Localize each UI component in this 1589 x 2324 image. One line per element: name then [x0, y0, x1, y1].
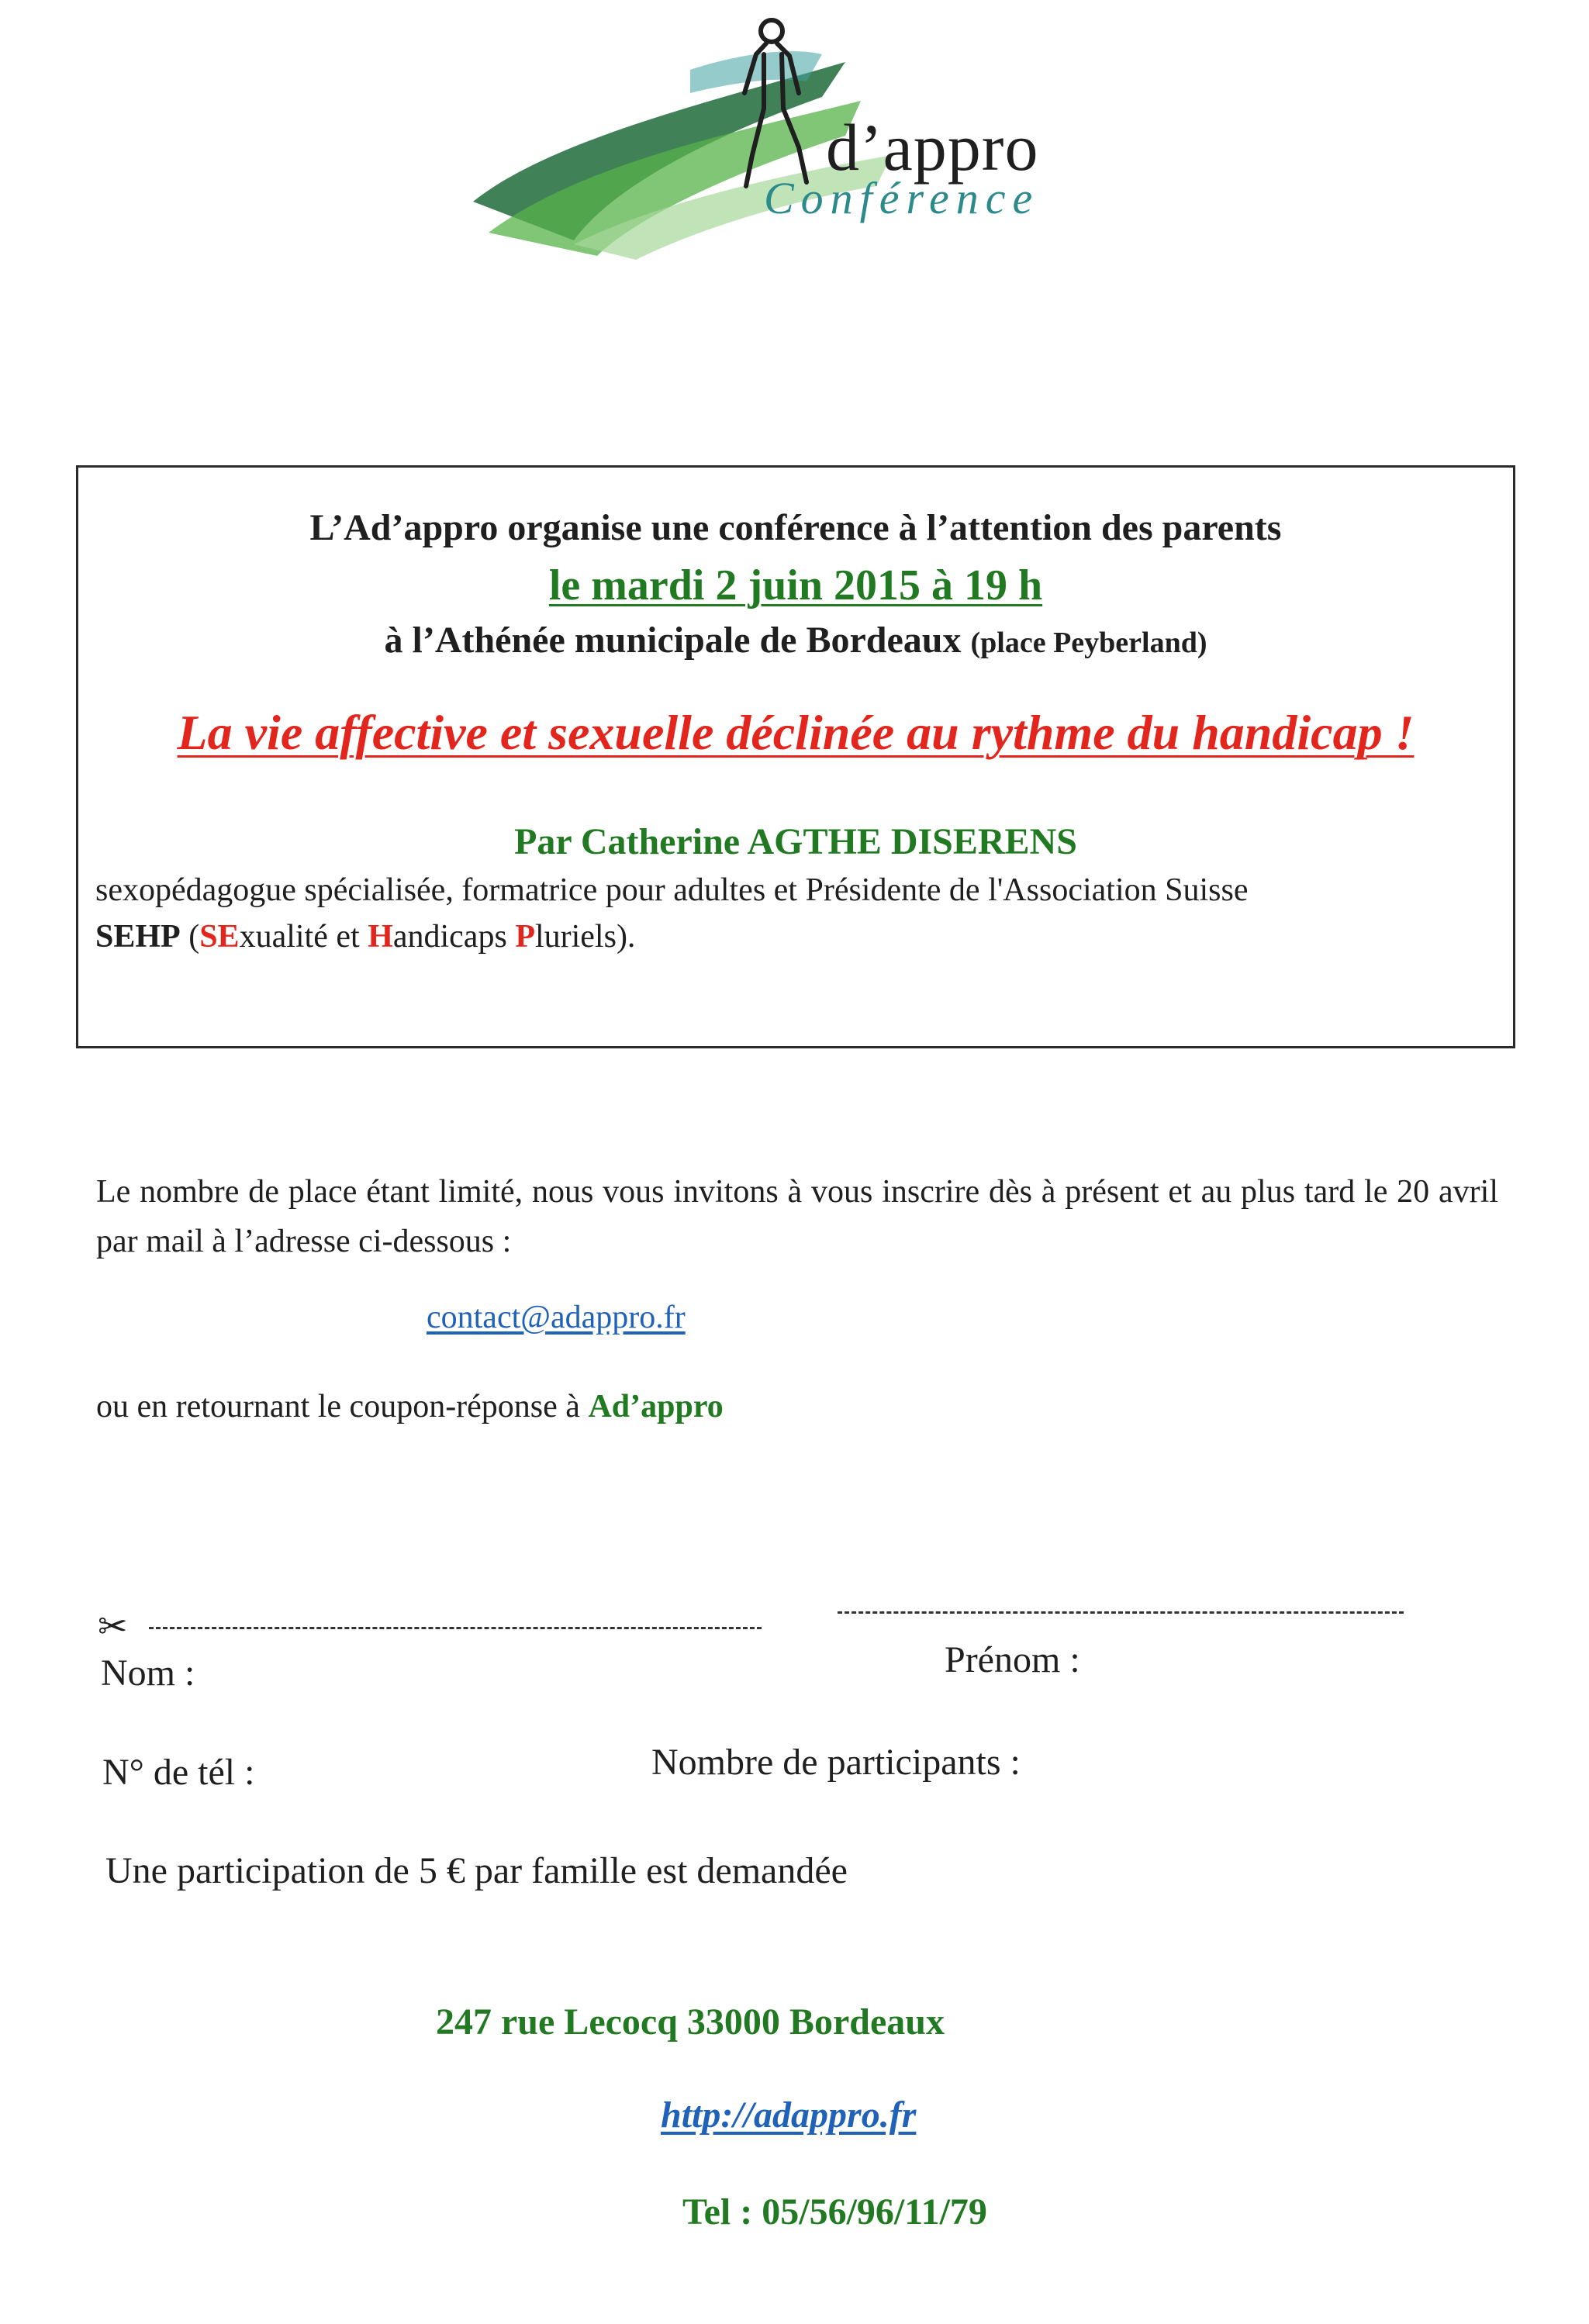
participants-label: Nombre de participants : [651, 1742, 1021, 1783]
assoc-text-andicaps: andicaps [392, 919, 516, 955]
cut-line-right [838, 1611, 1404, 1614]
phone-number: Tel : 05/56/96/11/79 [682, 2191, 987, 2232]
logo-brand-text: d’appro [826, 110, 1039, 185]
event-venue [78, 619, 1513, 661]
website-link[interactable]: http://adappro.fr [661, 2094, 917, 2136]
coupon-intro-text: ou en retournant le coupon-réponse à [96, 1389, 580, 1424]
organise-line: L’Ad’appro organise une conférence à l’attention des parents [309, 507, 1282, 548]
announcement-box [76, 465, 1515, 1048]
telephone-label: N° de tél : [102, 1752, 255, 1793]
scissors-icon: ✂ [98, 1607, 128, 1646]
venue-detail: (place Peyberland) [970, 627, 1207, 659]
prenom-label: Prénom : [945, 1639, 1080, 1680]
assoc-letter-se: SE [199, 919, 240, 955]
assoc-letter-p: P [515, 919, 535, 955]
conference-title-text: La vie affective et sexuelle déclinée au rythme du handicap ! [177, 705, 1415, 760]
speaker-desc-text: sexopédagogue spécialisée, formatrice pour adultes et Présidente de l'Association Suisse [95, 872, 1249, 908]
logo-subtitle-text: Conférence [764, 173, 1040, 223]
assoc-text-xualite: xualité et [239, 919, 368, 955]
assoc-letter-h: H [368, 919, 393, 955]
conference-title [78, 704, 1513, 761]
speaker-description [95, 867, 1496, 960]
assoc-text-luriels: luriels). [534, 919, 636, 955]
assoc-acronym: SEHP [95, 919, 181, 955]
inscription-paragraph: Le nombre de place étant limité, nous vous invitons à vous inscrire dès à présent et au plus tard le 20 avril par mail à l’adresse ci-dessous : [96, 1174, 1498, 1259]
venue-name: à l’Athénée municipale de Bordeaux [384, 620, 962, 661]
nom-label: Nom : [101, 1652, 195, 1694]
assoc-open-paren: ( [188, 919, 200, 955]
cut-line-left [149, 1627, 762, 1629]
speaker-name: Par Catherine AGTHE DISERENS [514, 821, 1077, 862]
contact-email-link[interactable]: contact@adappro.fr [427, 1300, 686, 1335]
participation-fee-text: Une participation de 5 € par famille est demandée [105, 1850, 848, 1891]
event-date [78, 561, 1513, 610]
coupon-intro [96, 1388, 724, 1425]
coupon-org-name: Ad’appro [588, 1389, 724, 1424]
event-date-text: le mardi 2 juin 2015 à 19 h [548, 561, 1043, 609]
postal-address: 247 rue Lecocq 33000 Bordeaux [436, 2001, 945, 2043]
